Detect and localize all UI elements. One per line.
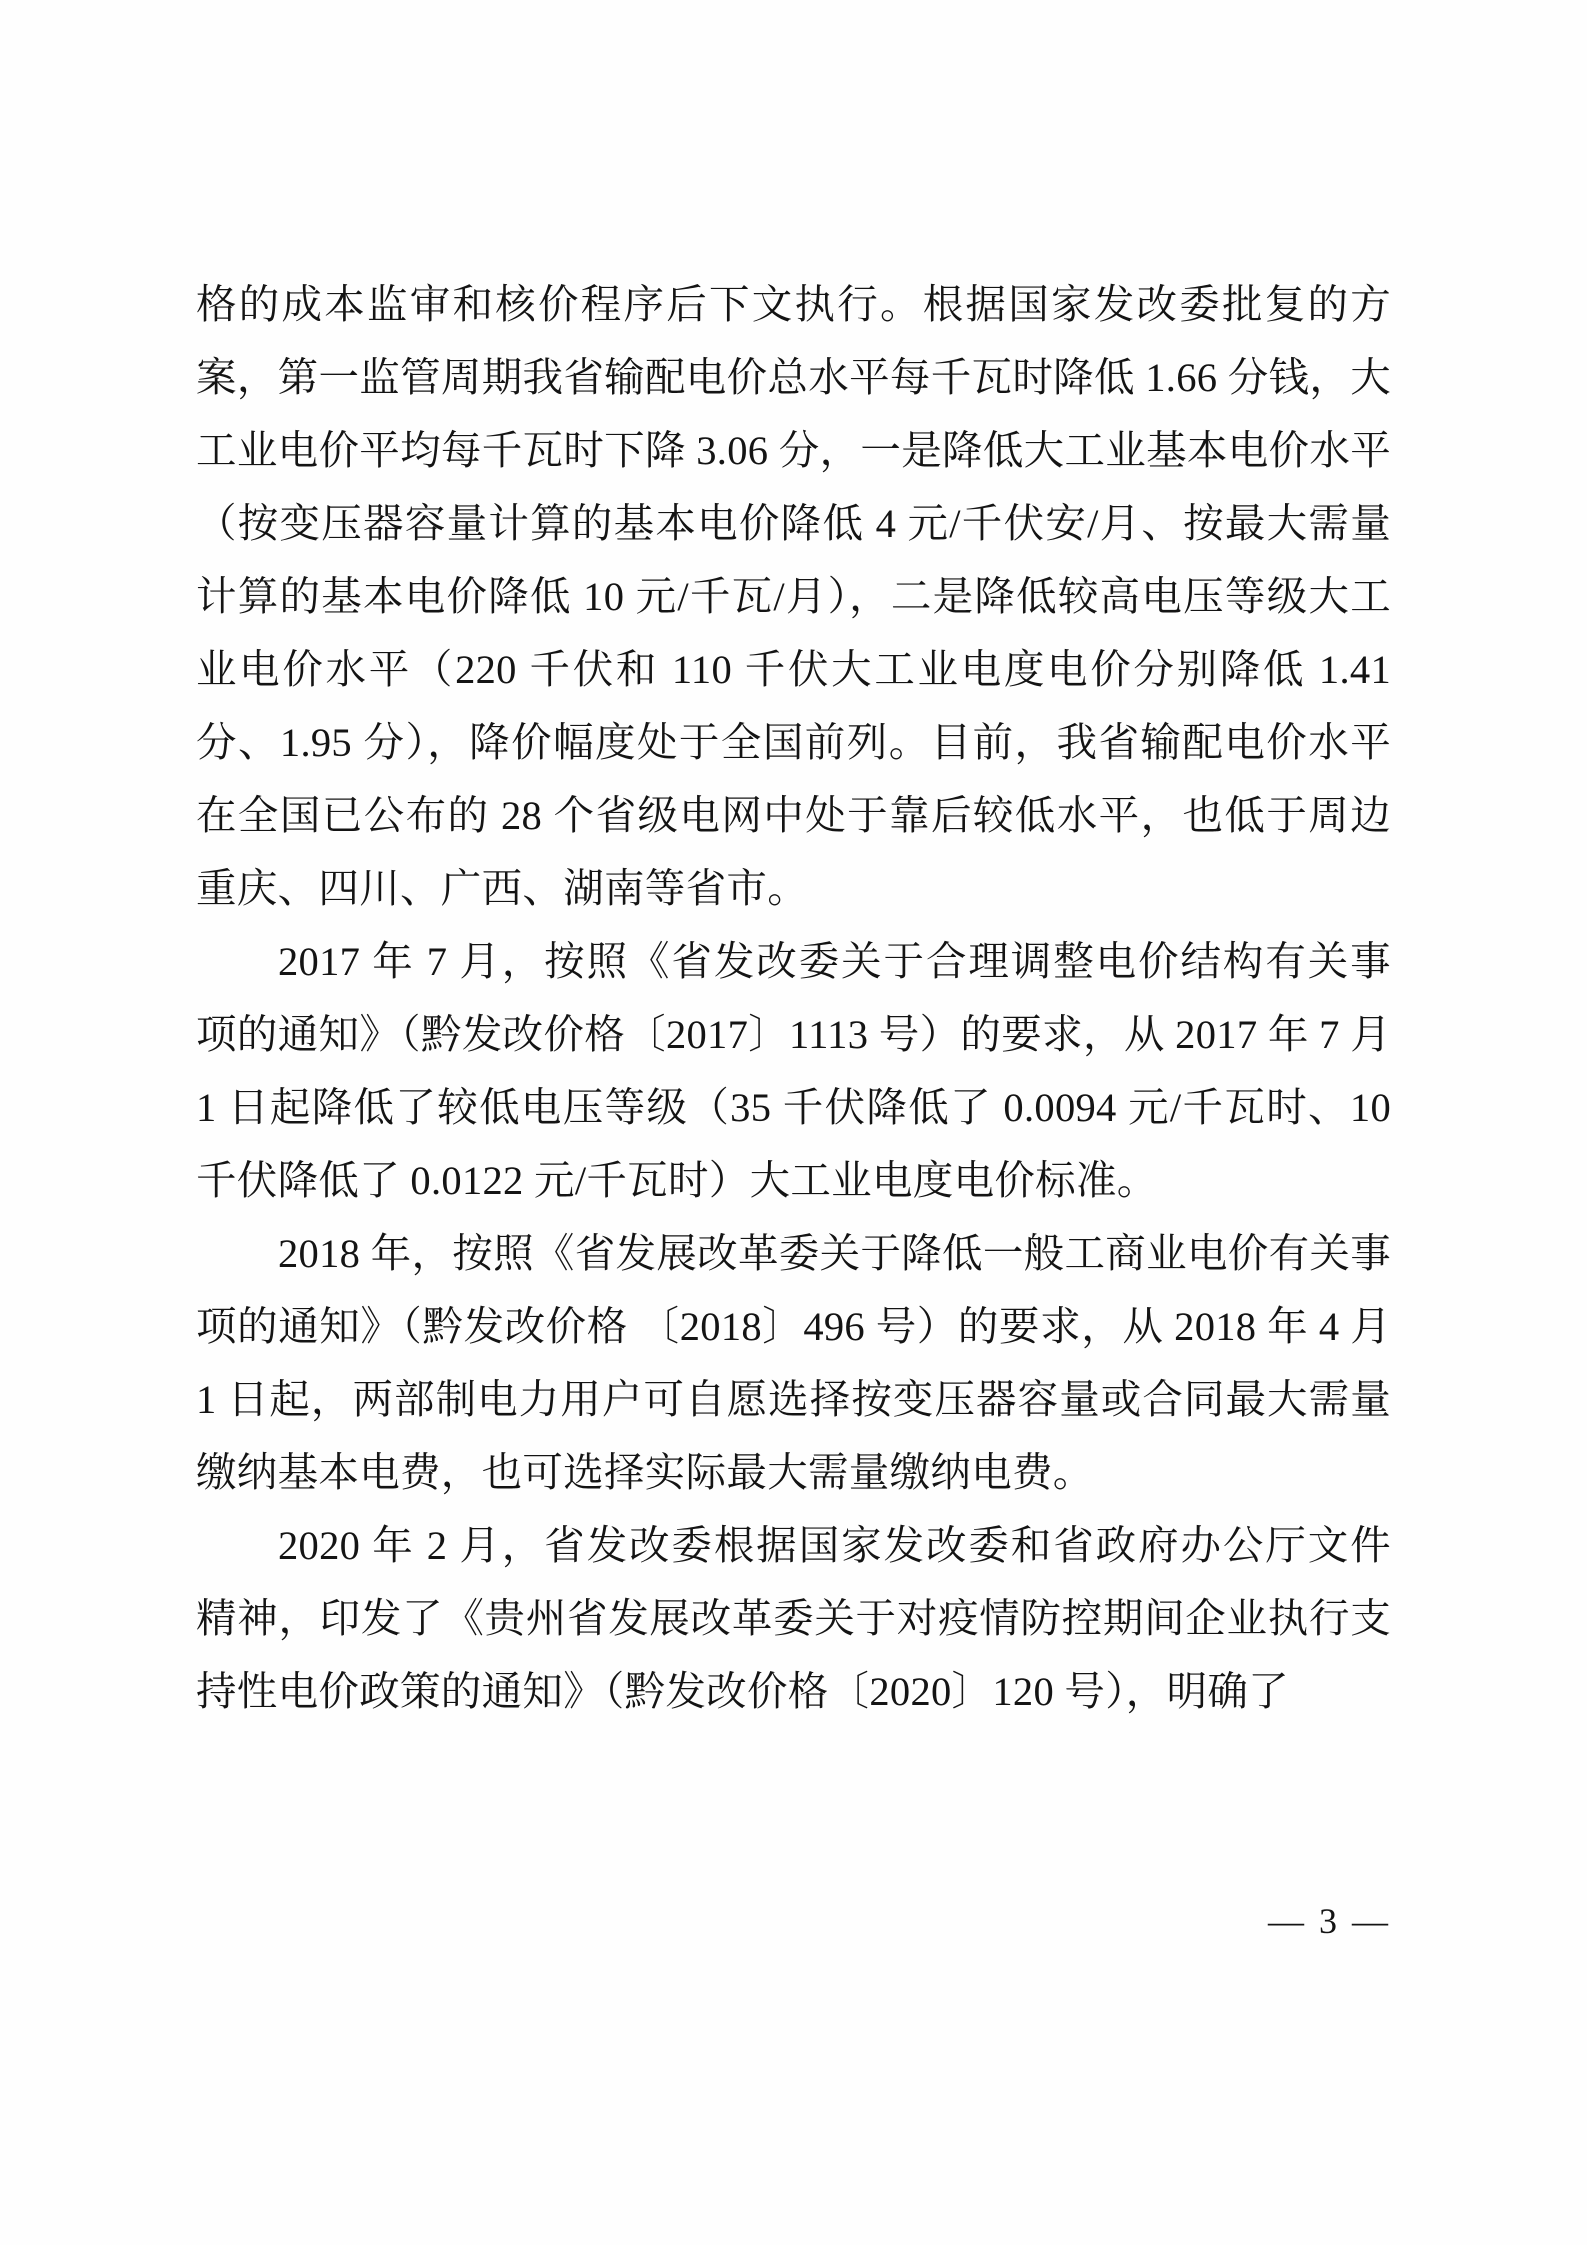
paragraph-1: 格的成本监审和核价程序后下文执行。根据国家发改委批复的方案，第一监管周期我省输配电价总水平每千瓦时降低 1.66 分钱，大工业电价平均每千瓦时下降 3.06 分，一是降低大工业基本电价水平（按变压器容量计算的基本电价降低 4 元/千伏安/月、按最大需量计算的基本电价降低 10 元/千瓦/月），二是降低较高电压等级大工业电价水平（220 千伏和 110 千伏大工业电度电价分别降低 1.41 分、1.95 分），降价幅度处于全国前列。目前，我省输配电价水平在全国已公布的 28 个省级电网中处于靠后较低水平，也低于周边重庆、四川、广西、湖南等省市。	[196, 282, 1391, 911]
paragraph-2: 2017 年 7 月，按照《省发改委关于合理调整电价结构有关事项的通知》（黔发改价格〔2017〕1113 号）的要求，从 2017 年 7 月 1 日起降低了较低电压等级（35 千伏降低了 0.0094 元/千瓦时、10 千伏降低了 0.0122 元/千瓦时）大工业电度电价标准。	[196, 939, 1391, 1203]
document-body	[196, 268, 1391, 1728]
page-number: — 3 —	[1268, 1901, 1391, 1941]
paragraph-4: 2020 年 2 月，省发改委根据国家发改委和省政府办公厅文件精神，印发了《贵州省发展改革委关于对疫情防控期间企业执行支持性电价政策的通知》（黔发改价格〔2020〕120 号），明确了	[196, 1523, 1391, 1714]
paragraph-3: 2018 年，按照《省发展改革委关于降低一般工商业电价有关事项的通知》（黔发改价格 〔2018〕496 号）的要求，从 2018 年 4 月 1 日起，两部制电力用户可自愿选择按变压器容量或合同最大需量缴纳基本电费，也可选择实际最大需量缴纳电费。	[196, 1231, 1391, 1495]
